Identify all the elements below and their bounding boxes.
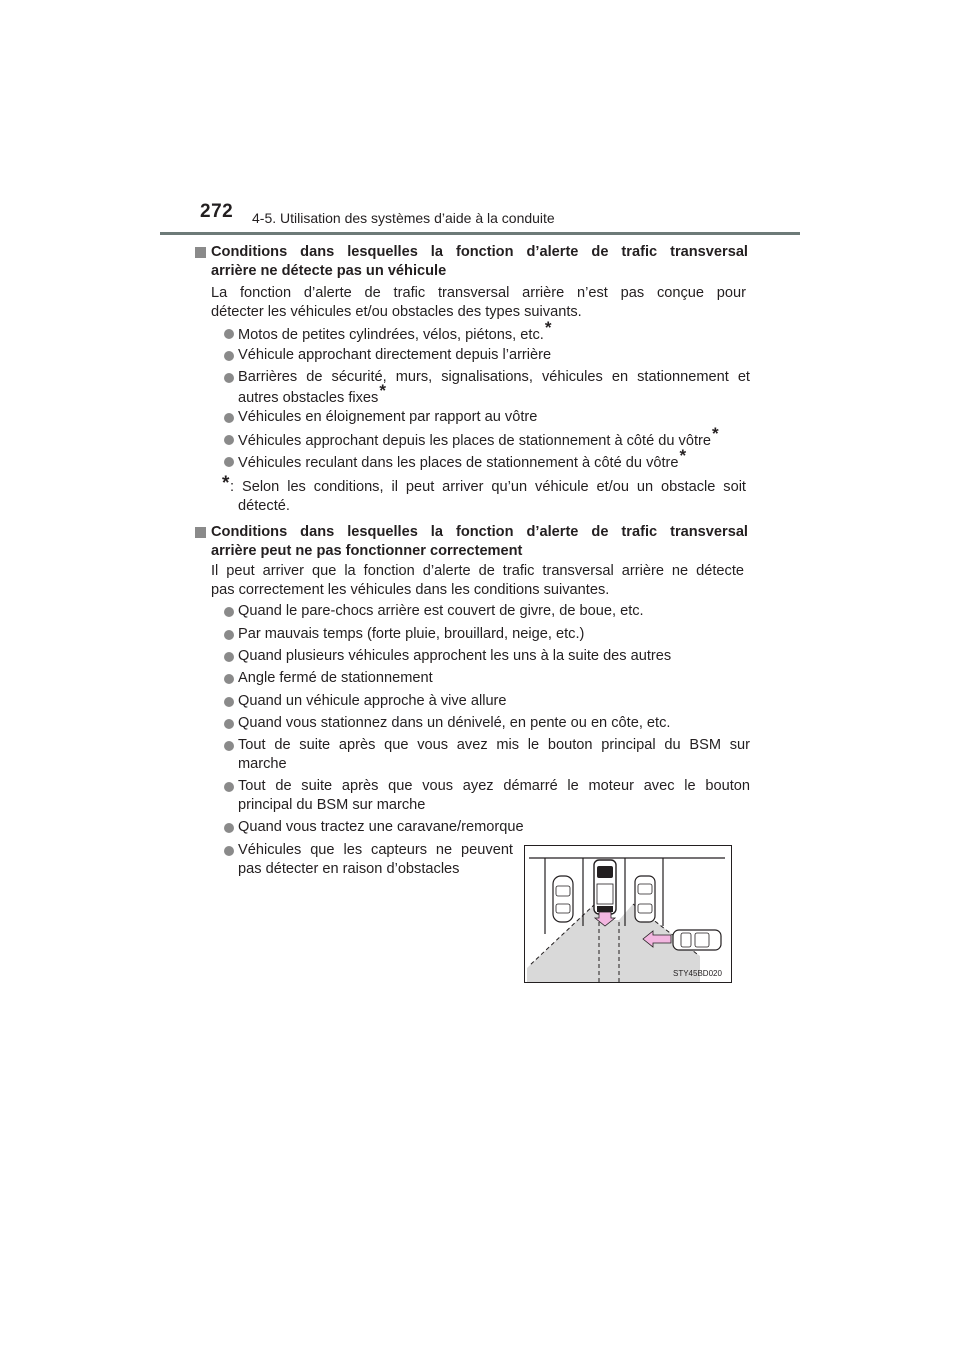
list-item: Tout de suite après que vous avez mis le bouton principal du BSM sur: [238, 737, 750, 753]
section-heading: Conditions dans lesquelles la fonction d’alerte de trafic transversal: [211, 244, 748, 260]
bullet-icon: [224, 413, 234, 423]
bullet-icon: [224, 435, 234, 445]
header-rule: [160, 232, 800, 235]
bullet-icon: [224, 782, 234, 792]
list-item: Tout de suite après que vous ayez démarré le moteur avec le bouton: [238, 778, 750, 794]
bullet-icon: [224, 719, 234, 729]
section-square-marker: [195, 527, 206, 538]
bullet-icon: [224, 741, 234, 751]
list-item: Angle fermé de stationnement: [238, 670, 433, 686]
detection-zone-center: [609, 920, 619, 982]
section-intro: détecter les véhicules et/ou obstacles des types suivants.: [211, 304, 582, 320]
page-number: 272: [200, 201, 234, 222]
bullet-icon: [224, 373, 234, 383]
list-item: Quand vous tractez une caravane/remorque: [238, 819, 524, 835]
footnote-asterisk: *: [222, 473, 230, 494]
section-heading: arrière peut ne pas fonctionner correctement: [211, 543, 523, 559]
bullet-icon: [224, 823, 234, 833]
page-header: [0, 0, 960, 240]
section-square-marker: [195, 247, 206, 258]
bullet-icon: [224, 846, 234, 856]
list-item: Par mauvais temps (forte pluie, brouillard, neige, etc.): [238, 626, 585, 642]
list-item: Véhicules en éloignement par rapport au vôtre: [238, 409, 538, 425]
bullet-icon: [224, 329, 234, 339]
list-item: Véhicule approchant directement depuis l’arrière: [238, 347, 552, 363]
footnote: : Selon les conditions, il peut arriver qu’un véhicule et/ou un obstacle soit: [230, 479, 746, 495]
list-item: Quand un véhicule approche à vive allure: [238, 693, 507, 709]
section-heading: arrière ne détecte pas un véhicule: [211, 263, 447, 279]
asterisk-mark: *: [379, 381, 386, 400]
section-intro: La fonction d’alerte de trafic transversal arrière n’est pas conçue pour: [211, 285, 746, 301]
asterisk-mark: *: [711, 424, 719, 443]
parked-car-right-icon: [635, 876, 655, 922]
asterisk-mark: *: [544, 318, 552, 337]
list-item: Quand le pare-chocs arrière est couvert de givre, de boue, etc.: [238, 603, 644, 619]
list-item: Barrières de sécurité, murs, signalisations, véhicules en stationnement et: [238, 369, 750, 385]
asterisk-mark: *: [679, 446, 687, 465]
list-item: Véhicules reculant dans les places de stationnement à côté du vôtre*: [238, 446, 687, 471]
parked-car-left-icon: [553, 876, 573, 922]
bullet-icon: [224, 652, 234, 662]
bullet-icon: [224, 607, 234, 617]
section-heading: Conditions dans lesquelles la fonction d’alerte de trafic transversal: [211, 524, 748, 540]
footnote-continuation: détecté.: [238, 498, 290, 514]
approaching-car-icon: [673, 930, 721, 950]
list-item: Quand plusieurs véhicules approchent les uns à la suite des autres: [238, 648, 672, 664]
figure-code: STY45BD020: [673, 969, 722, 978]
list-item: Motos de petites cylindrées, vélos, piétons, etc.*: [238, 318, 552, 343]
parking-diagram: [525, 846, 731, 982]
bullet-icon: [224, 457, 234, 467]
own-vehicle-icon: [594, 860, 616, 914]
bullet-icon: [224, 697, 234, 707]
section-title: 4-5. Utilisation des systèmes d’aide à la conduite: [252, 210, 555, 226]
section-intro: pas correctement les véhicules dans les conditions suivantes.: [211, 582, 610, 598]
section-intro: Il peut arriver que la fonction d’alerte de trafic transversal arrière ne détecte: [211, 563, 744, 579]
list-item: Véhicules que les capteurs ne peuvent: [238, 842, 513, 858]
list-item-continuation: autres obstacles fixes*: [238, 381, 386, 406]
bullet-icon: [224, 630, 234, 640]
list-item-continuation: principal du BSM sur marche: [238, 797, 426, 813]
bullet-icon: [224, 351, 234, 361]
parking-illustration: [524, 845, 732, 983]
list-item-continuation: marche: [238, 756, 287, 772]
list-item: Quand vous stationnez dans un dénivelé, en pente ou en côte, etc.: [238, 715, 671, 731]
list-item: Véhicules approchant depuis les places de stationnement à côté du vôtre*: [238, 424, 719, 449]
list-item-continuation: pas détecter en raison d’obstacles: [238, 861, 460, 877]
bullet-icon: [224, 674, 234, 684]
